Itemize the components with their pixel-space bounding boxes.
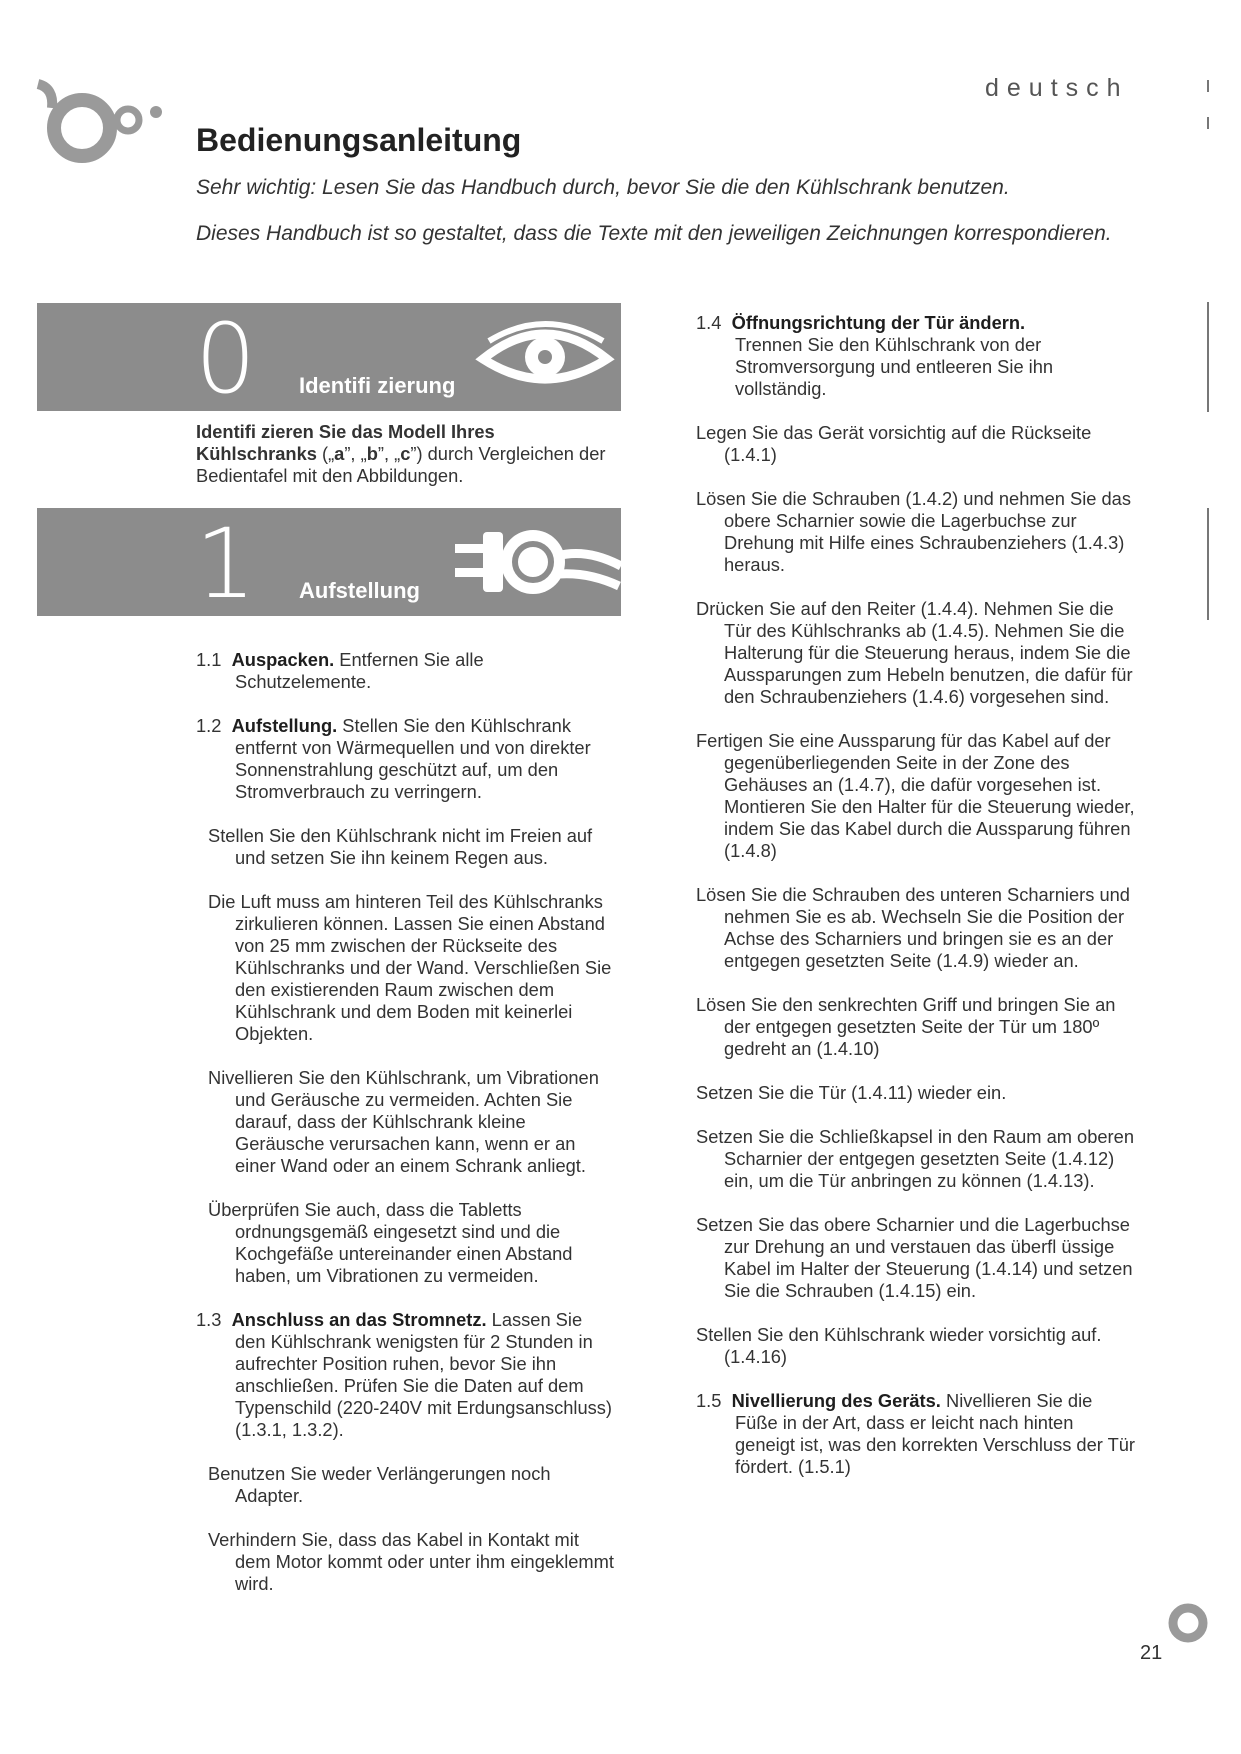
section-1-2-number: 1.2 [196, 715, 222, 736]
edge-mark [1207, 80, 1209, 92]
section-1-4 [696, 312, 1136, 400]
paragraph: Legen Sie das Gerät vorsichtig auf die Rückseite (1.4.1) [696, 422, 1092, 465]
model-c: c [400, 443, 411, 464]
section-1-4-title: Öffnungsrichtung der Tür ändern. [731, 312, 1026, 333]
paragraph: Setzen Sie das obere Scharnier und die Lagerbuchse zur Drehung an und verstauen das überfl üssige Kabel im Halter der Steuerung (1.4.14) und setzen Sie die Schrauben (1.4.15) ein. [696, 1214, 1133, 1301]
paragraph: Lösen Sie die Schrauben (1.4.2) und nehmen Sie das obere Scharnier sowie die Lagerbuchse zur Drehung mit Hilfe eines Schraubenziehers (1.4.3) heraus. [696, 488, 1131, 575]
ident-bold: Identifi zieren Sie das Modell Ihres Kühlschranks [196, 421, 495, 464]
edge-mark [1207, 302, 1209, 412]
section-1-4-number: 1.4 [696, 312, 722, 333]
language-label: deutsch [985, 74, 1129, 102]
paragraph: Stellen Sie den Kühlschrank nicht im Freien auf und setzen Sie ihn keinem Regen aus. [208, 825, 593, 868]
page-title: Bedienungsanleitung [196, 122, 522, 158]
paragraph: Überprüfen Sie auch, dass die Tabletts ordnungsgemäß eingesetzt sind und die Kochgefäße untereinander einen Abstand haben, um Vibrationen zu vermeiden. [208, 1199, 573, 1286]
paragraph: Fertigen Sie eine Aussparung für das Kabel auf der gegenüberliegenden Seite in der Zone des Gehäuses an (1.4.7), die dafür vorgesehen ist. Montieren Sie den Halter für die Steuerung wieder, indem Sie das Kabel durch die Aussparung führen (1.4.8) [696, 730, 1135, 861]
identification-text [196, 421, 616, 487]
section-0-banner [37, 303, 621, 415]
section-1-1-number: 1.1 [196, 649, 222, 670]
section-1-3-title: Anschluss an das Stromnetz. [231, 1309, 487, 1330]
section-0-label: Identifi zierung [299, 373, 456, 398]
section-1-2-text: Stellen Sie den Kühlschrank entfernt von Wärmequellen und von direkter Sonnenstrahlung geschützt auf, um den Stromverbrauch zu verringern. [235, 715, 591, 802]
section-1-3-text: Lassen Sie den Kühlschrank wenigsten für 2 Stunden in aufrechter Position ruhen, bevor Sie ihn anschließen. Prüfen Sie die Daten auf dem Typenschild (220-240V mit Erdungsanschluss) (1.3.1, 1.3.2). [235, 1309, 612, 1440]
section-1-5 [696, 1390, 1136, 1478]
model-a: a [334, 443, 345, 464]
section-1-5-title: Nivellierung des Geräts. [731, 1390, 941, 1411]
ident-sep-1: ”, „ [344, 443, 367, 464]
section-1-5-number: 1.5 [696, 1390, 722, 1411]
left-column [196, 649, 616, 1617]
ident-sep-2: ”, „ [377, 443, 401, 464]
brand-logo-icon [30, 78, 170, 178]
page-number: 21 [1140, 1642, 1163, 1664]
paragraph: Verhindern Sie, dass das Kabel in Kontakt mit dem Motor kommt oder unter ihm eingeklemmt wird. [208, 1529, 614, 1594]
section-1-5-text: Nivellieren Sie die Füße in der Art, dass er leicht nach hinten geneigt ist, was den korrekten Verschluss der Tür fördert. (1.5.1) [735, 1390, 1136, 1477]
right-column [696, 312, 1136, 1500]
section-1-3 [196, 1309, 616, 1441]
section-1-1-text: Entfernen Sie alle Schutzelemente. [235, 649, 484, 692]
intro-line-1: Sehr wichtig: Lesen Sie das Handbuch durch, bevor Sie die den Kühlschrank benutzen. [196, 176, 1010, 199]
ident-rest: ”) durch Vergleichen der Bedientafel mit den Abbildungen. [196, 443, 606, 486]
paragraph: Nivellieren Sie den Kühlschrank, um Vibrationen und Geräusche zu vermeiden. Achten Sie darauf, dass der Kühlschrank kleine Geräusche verursachen kann, wenn er an einer Wand oder an einem Schrank anliegt. [208, 1067, 599, 1176]
section-1-1 [196, 649, 616, 693]
paragraph: Lösen Sie die Schrauben des unteren Scharniers und nehmen Sie es ab. Wechseln Sie die Position der Achse des Scharniers und bringen sie es an der entgegen gesetzten Seite (1.4.9) wieder an. [696, 884, 1130, 971]
page-ring-icon [1166, 1598, 1210, 1648]
paragraph: Drücken Sie auf den Reiter (1.4.4). Nehmen Sie die Tür des Kühlschranks ab (1.4.5). Nehmen Sie die Halterung für die Steuerung heraus, indem Sie die Aussparungen zum Hebeln benutzen, die dafür für den Schraubenziehers (1.4.6) vorgesehen sind. [696, 598, 1133, 707]
section-1-number: 1 [195, 508, 257, 620]
section-1-4-text: Trennen Sie den Kühlschrank von der Stromversorgung und entleeren Sie ihn vollständig. [735, 334, 1054, 399]
ident-open: („ [316, 443, 335, 464]
section-1-2-title: Aufstellung. [231, 715, 338, 736]
intro-line-2: Dieses Handbuch ist so gestaltet, dass die Texte mit den jeweiligen Zeichnungen korrespondieren. [196, 222, 1112, 245]
paragraph: Stellen Sie den Kühlschrank wieder vorsichtig auf. (1.4.16) [696, 1324, 1102, 1367]
edge-mark [1207, 508, 1209, 620]
paragraph: Benutzen Sie weder Verlängerungen noch Adapter. [208, 1463, 551, 1506]
edge-mark [1207, 117, 1209, 129]
section-0-number: 0 [195, 303, 257, 415]
section-1-label: Aufstellung [299, 578, 420, 603]
paragraph: Setzen Sie die Tür (1.4.11) wieder ein. [696, 1082, 1007, 1103]
paragraph: Die Luft muss am hinteren Teil des Kühlschranks zirkulieren können. Lassen Sie einen Abstand von 25 mm zwischen der Rückseite des Kühlschranks und der Wand. Verschließen Sie den existierenden Raum zwischen dem Kühlschrank und dem Boden mit keinerlei Objekten. [208, 891, 612, 1044]
section-1-banner [37, 508, 621, 620]
model-b: b [366, 443, 378, 464]
eye-icon [475, 315, 615, 399]
paragraph: Lösen Sie den senkrechten Griff und bringen Sie an der entgegen gesetzten Seite der Tür um 180º gedreht an (1.4.10) [696, 994, 1116, 1059]
section-1-1-title: Auspacken. [231, 649, 335, 670]
section-1-2 [196, 715, 616, 803]
paragraph: Setzen Sie die Schließkapsel in den Raum am oberen Scharnier der entgegen gesetzten Seite (1.4.12) ein, um die Tür anbringen zu können (1.4.13). [696, 1126, 1134, 1191]
plug-icon [447, 522, 621, 606]
section-1-3-number: 1.3 [196, 1309, 222, 1330]
